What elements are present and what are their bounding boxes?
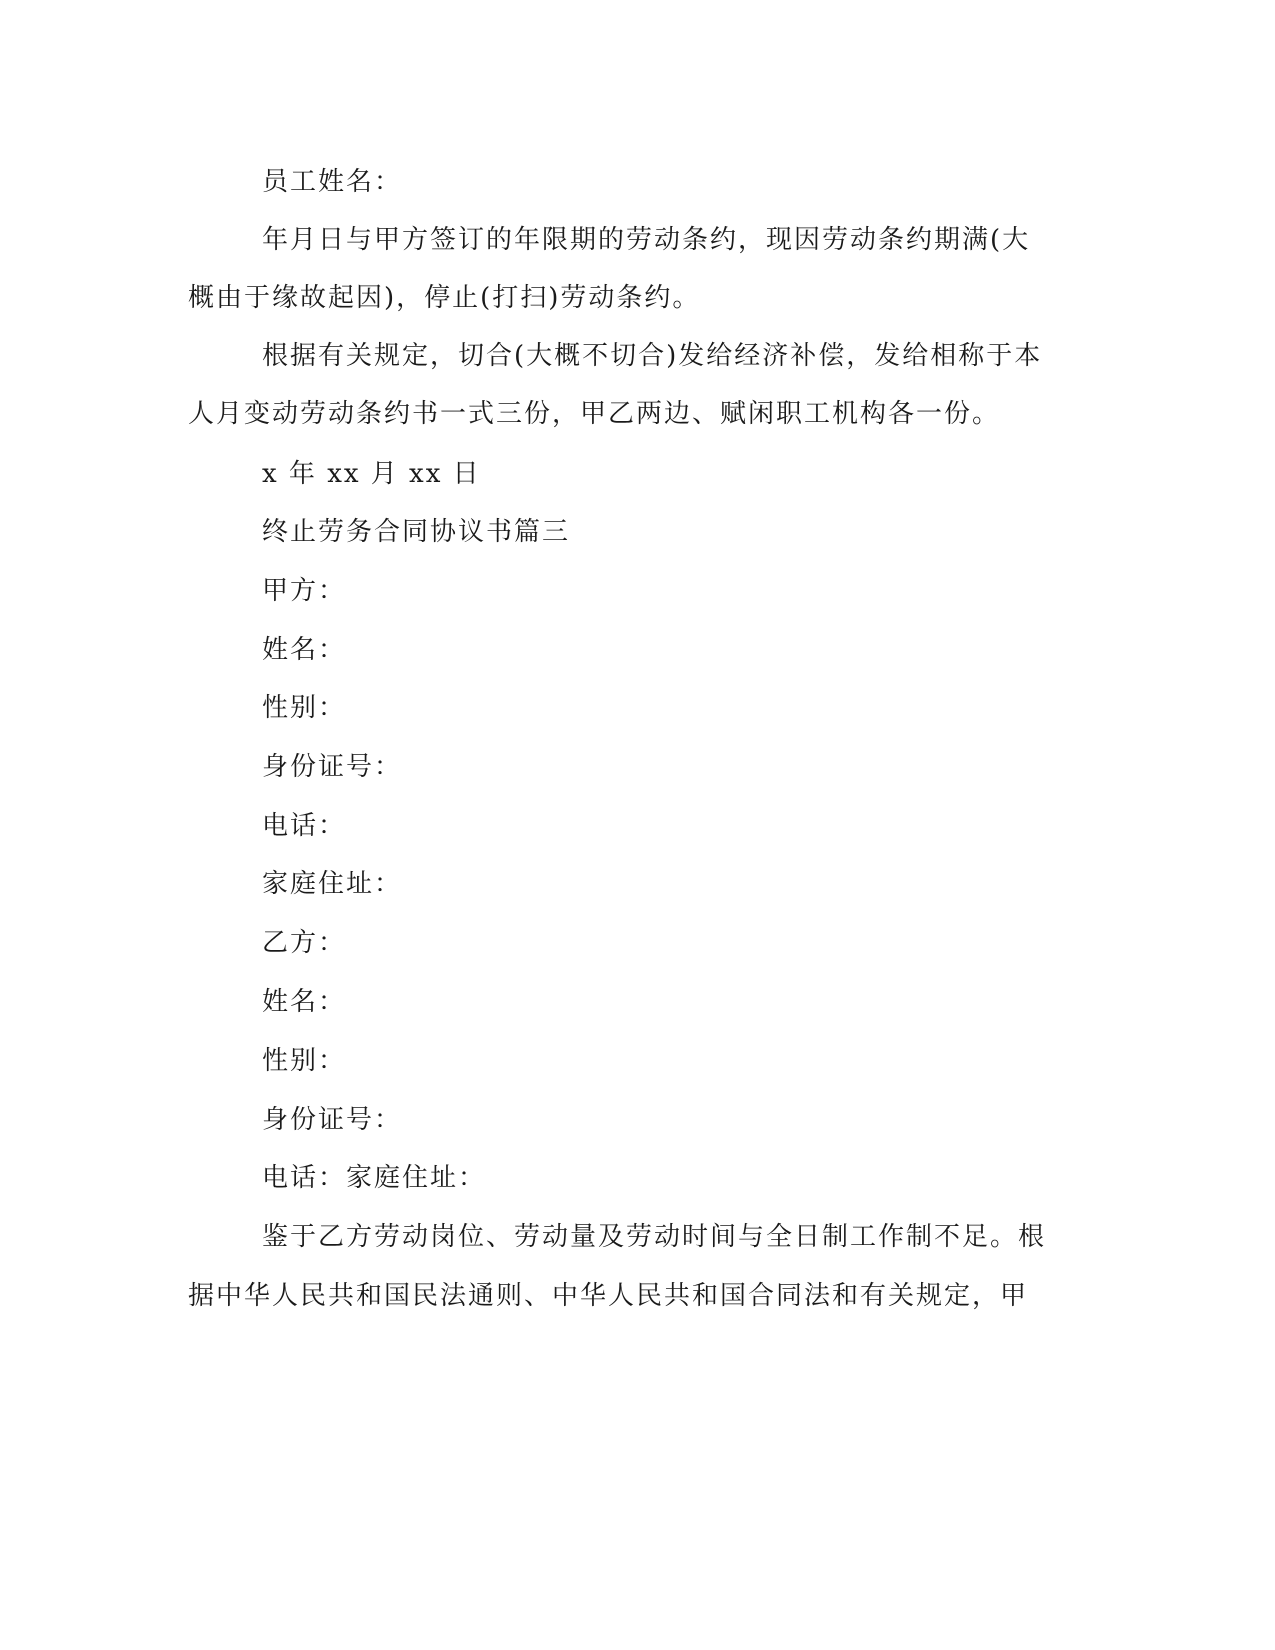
party-b-name-label: 姓名：: [262, 987, 347, 1017]
party-b-gender-label: 性别：: [262, 1046, 347, 1076]
paragraph-basis-line-2: 据中华人民共和国民法通则、中华人民共和国合同法和有关规定，甲: [188, 1281, 1029, 1311]
date-line: x 年 xx 月 xx 日: [262, 459, 481, 489]
paragraph-compensation-line-2: 人月变动劳动条约书一式三份，甲乙两边、赋闲职工机构各一份。: [188, 399, 1001, 429]
paragraph-compensation-line-1: 根据有关规定，切合(大概不切合)发给经济补偿，发给相称于本: [262, 341, 1043, 371]
employee-name-label: 员工姓名：: [262, 167, 403, 197]
party-a-address-label: 家庭住址：: [262, 869, 403, 899]
party-b-label: 乙方：: [262, 928, 347, 958]
party-b-phone-address-label: 电话：家庭住址：: [262, 1163, 487, 1193]
party-a-phone-label: 电话：: [262, 811, 347, 841]
paragraph-basis-line-1: 鉴于乙方劳动岗位、劳动量及劳动时间与全日制工作制不足。根: [262, 1222, 1047, 1252]
paragraph-contract-line-2: 概由于缘故起因)，停止(打扫)劳动条约。: [188, 283, 701, 313]
party-a-id-label: 身份证号：: [262, 752, 403, 782]
section-title: 终止劳务合同协议书篇三: [262, 517, 571, 547]
party-a-label: 甲方：: [262, 576, 347, 606]
party-a-gender-label: 性别：: [262, 693, 347, 723]
paragraph-contract-line-1: 年月日与甲方签订的年限期的劳动条约，现因劳动条约期满(大: [262, 225, 1031, 255]
party-b-id-label: 身份证号：: [262, 1105, 403, 1135]
party-a-name-label: 姓名：: [262, 635, 347, 665]
